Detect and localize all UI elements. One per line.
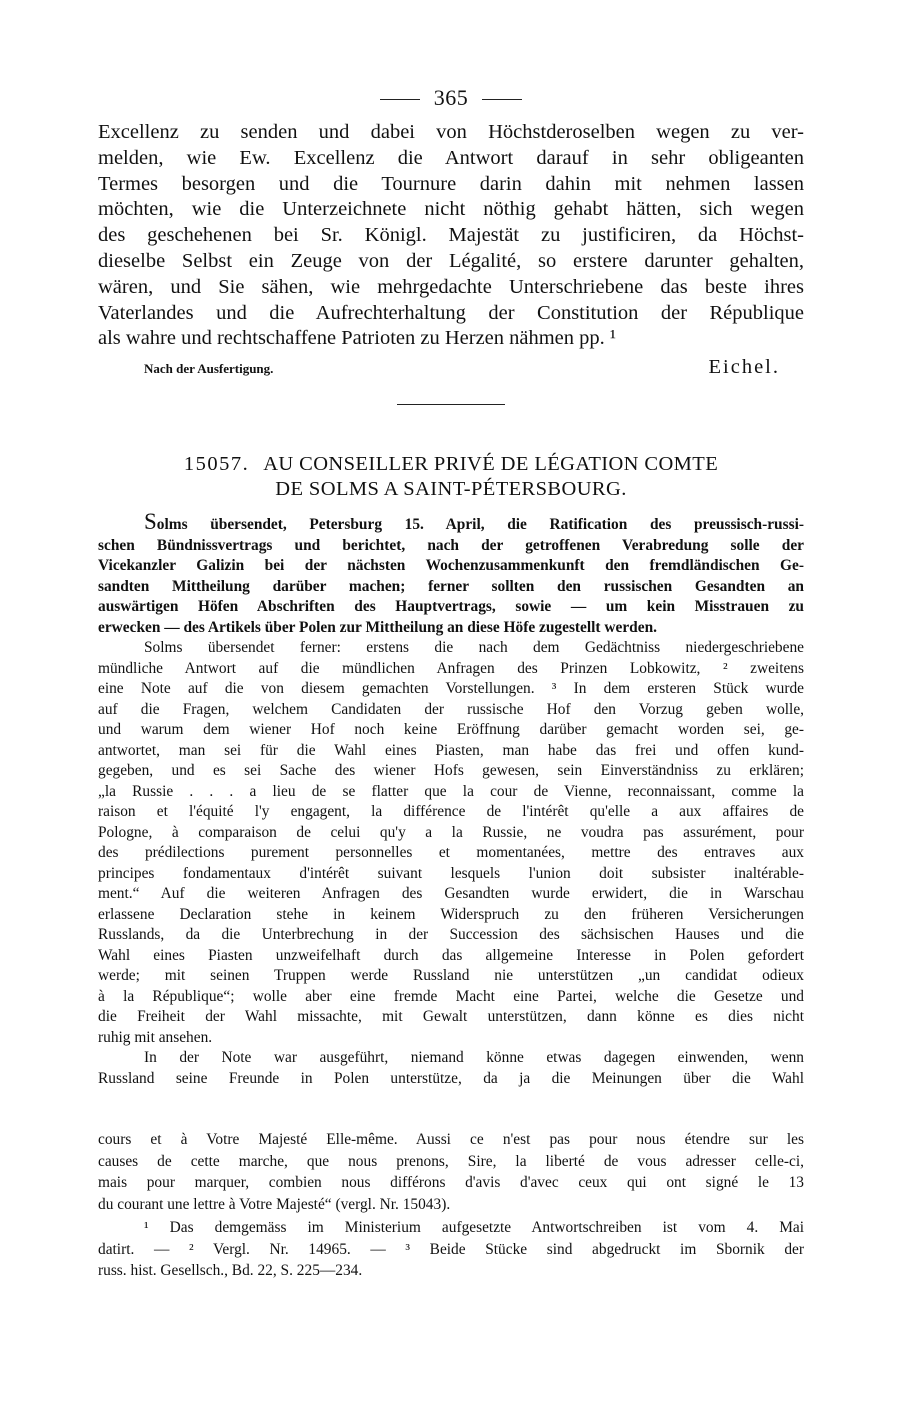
heading-line-1	[98, 452, 804, 477]
letter-line: des geschehenen bei Sr. Königl. Majestät zu justificiren, da Höchst-	[98, 224, 804, 247]
letter-line: wären, und Sie sähen, wie mehrgedachte Unterschriebene das beste ihres	[98, 275, 804, 298]
quote-line: du courant une lettre à Votre Majesté“ (vergl. Nr. 15043).	[98, 1195, 451, 1213]
para-line: „la Russie . . . a lieu de se flatter que la cour de Vienne, reconnaissant, comme la	[98, 782, 804, 800]
page-number: 365	[433, 85, 469, 110]
document-heading	[98, 452, 804, 502]
para-line: Russlands, da die Unterbrechung in der Succession des sächsischen Hauses und die	[98, 926, 804, 944]
para-line: ruhig mit ansehen.	[98, 1028, 213, 1046]
para-line: auf die Fragen, welchem Candidaten der russische Hof den Vorzug geben wolle,	[98, 700, 804, 718]
para-line: In der Note war ausgeführt, niemand könne etwas dagegen einwenden, wenn	[144, 1049, 804, 1067]
summary-paragraph	[98, 509, 804, 638]
para-line: werde; mit seinen Truppen werde Russland nie unterstützen „un candidat odieux	[98, 967, 804, 985]
letter-line: möchten, wie die Unterzeichnete nicht nöthig gehabt hätten, sich wegen	[98, 198, 804, 221]
para-line: die Freiheit der Wahl missachte, mit Gewalt unterstützen, dann könne es dies nicht	[98, 1008, 804, 1026]
para-line: Russland seine Freunde in Polen unterstütze, da ja die Meinungen über die Wahl	[98, 1069, 804, 1087]
para-line: erlassene Declaration stehe in keinem Widerspruch zu den früheren Versicherungen	[98, 905, 804, 923]
letter-line: Termes besorgen und die Tournure darin dahin mit nehmen lassen	[98, 172, 804, 195]
letter-line: melden, wie Ew. Excellenz die Antwort darauf in sehr obligeanten	[98, 146, 804, 169]
letter-end-text	[98, 120, 804, 352]
source-note: Nach der Ausfertigung.	[144, 361, 274, 377]
footnote-line: russ. hist. Gesellsch., Bd. 22, S. 225—234.	[98, 1262, 363, 1280]
body-paragraph-2	[98, 1048, 804, 1089]
page-number-left-rule	[380, 99, 420, 100]
summary-line: Vicekanzler Galizin bei der nächsten Wochenzusammenkunft den fremdländischen Ge-	[98, 557, 804, 575]
letter-line: Excellenz zu senden und dabei von Höchstderoselben wegen zu ver-	[98, 121, 804, 143]
heading-title-1: AU CONSEILLER PRIVÉ DE LÉGATION COMTE	[263, 453, 719, 476]
para-line: antwortet, man sei für die Wahl eines Piasten, man habe das frei und offen kund-	[98, 741, 804, 759]
body-paragraph-1	[98, 638, 804, 1048]
footnote-line: ¹ Das demgemäss im Ministerium aufgesetzte Antwortschreiben ist vom 4. Mai	[144, 1219, 804, 1237]
para-line: raison et l'équité l'y engagent, la différence de l'intérêt qu'elle a aux affaires de	[98, 803, 804, 821]
footnote-line: datirt. — ² Vergl. Nr. 14965. — ³ Beide Stücke sind abgedruckt im Sbornik der	[98, 1240, 804, 1258]
para-line: Solms übersendet ferner: erstens die nach dem Gedächtniss niedergeschriebene	[144, 639, 804, 657]
signature-row	[98, 356, 804, 379]
footnotes	[98, 1217, 804, 1282]
para-line: des prédilections purement personnelles et momentanées, mettre des entraves aux	[98, 844, 804, 862]
signature: Eichel.	[708, 356, 780, 379]
heading-line-2: DE SOLMS A SAINT-PÉTERSBOURG.	[275, 478, 627, 501]
letter-line: Vaterlandes und die Aufrechterhaltung der Constitution der République	[98, 301, 804, 324]
para-line: ment.“ Auf die weiteren Anfragen des Gesandten wurde erwidert, die in Warschau	[98, 885, 804, 903]
para-line: eine Note auf die von diesem gemachten Vorstellungen. ³ In dem ersteren Stück wurde	[98, 680, 804, 698]
quote-line: mais pour marquer, combien nous différons d'avis d'avec ceux qui ont signé le 13	[98, 1174, 804, 1192]
document-number: 15057.	[183, 453, 250, 476]
summary-line: auswärtigen Höfen Abschriften des Hauptvertrags, sowie — um kein Misstrauen zu	[98, 598, 804, 616]
summary-line: erwecken — des Artikels über Polen zur Mittheilung an diese Höfe zugestellt werden.	[98, 618, 657, 636]
para-line: mündliche Antwort auf die mündlichen Anfragen des Prinzen Lobkowitz, ² zweitens	[98, 659, 804, 677]
para-line: à la République“; wolle aber eine fremde Macht eine Partei, welche die Gesetze und	[98, 987, 804, 1005]
drop-cap: S	[144, 509, 157, 535]
section-divider	[397, 404, 505, 405]
para-line: principes fondamentaux d'intérêt suivant lesquels l'union doit subsister inaltérable-	[98, 864, 804, 882]
quote-line: cours et à Votre Majesté Elle-même. Aussi ce n'est pas pour nous étendre sur les	[98, 1131, 804, 1149]
summary-line: sandten Mittheilung darüber machen; ferner sollten den russischen Gesandten an	[98, 577, 804, 595]
para-line: und warum dem wiener Hof noch keine Eröffnung darüber gemacht worden sei, ge-	[98, 721, 804, 739]
page	[98, 84, 804, 1282]
letter-line: als wahre und rechtschaffene Patrioten zu Herzen nähmen pp. ¹	[98, 327, 617, 350]
para-line: gegeben, und es sei Sache des wiener Hofs gewesen, sein Einverständniss zu erklären;	[98, 762, 804, 780]
para-line: Pologne, à comparaison de celui qu'y a la Russie, ne voudra pas assurément, pour	[98, 823, 804, 841]
page-number-header	[98, 84, 804, 112]
para-line: Wahl eines Piasten unzweifelhaft durch das allgemeine Interesse in Polen gefordert	[98, 946, 804, 964]
letter-line: dieselbe Selbst ein Zeuge von der Légalité, so erstere darunter gehalten,	[98, 249, 804, 272]
quote-line: causes de cette marche, que nous prenons, Sire, la liberté de vous adresser celle-ci,	[98, 1152, 804, 1170]
page-number-right-rule	[482, 99, 522, 100]
summary-line: schen Bündnissvertrags und berichtet, nach der getroffenen Verabredung solle der	[98, 536, 804, 554]
footnote-quote-continuation	[98, 1129, 804, 1215]
summary-line: Solms übersendet, Petersburg 15. April, die Ratification des preussisch-russi-	[144, 509, 804, 535]
